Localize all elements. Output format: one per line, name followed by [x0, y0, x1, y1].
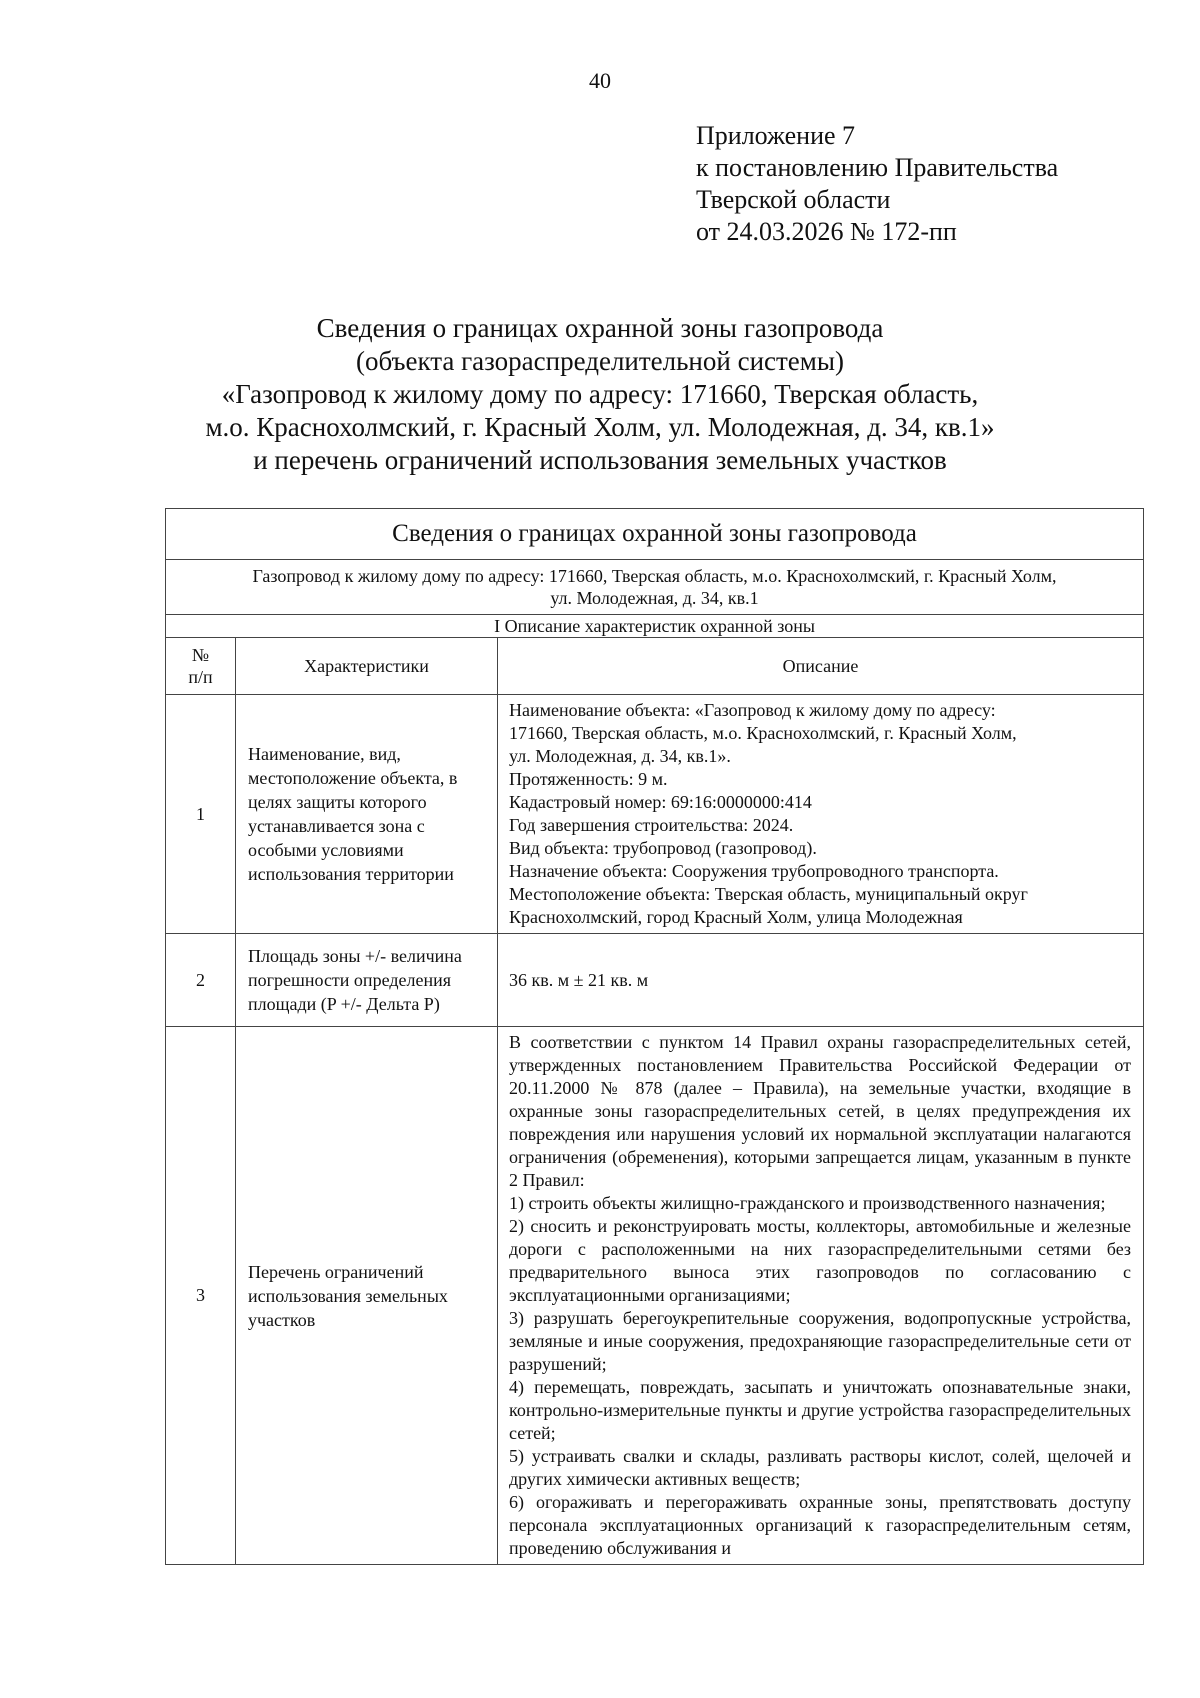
section-title: I Описание характеристик охранной зоны	[166, 615, 1144, 638]
col-header-description: Описание	[498, 638, 1144, 695]
row-number: 1	[166, 695, 236, 934]
row-description: 36 кв. м ± 21 кв. м	[498, 934, 1144, 1027]
description-paragraph: 2) сносить и реконструировать мосты, коллекторы, автомобильные и железные дороги с расположенными на них газораспределительными сетями без предварительного выноса этих газопроводов по согласованию с эксплуатационными организациями;	[509, 1216, 1132, 1305]
object-address	[166, 560, 1144, 615]
appendix-line: от 24.03.2026 № 172-пп	[696, 217, 957, 246]
row-characteristic: Перечень ограничений использования земельных участков	[236, 1027, 498, 1565]
row-description	[498, 1027, 1144, 1565]
description-paragraph: 4) перемещать, повреждать, засыпать и уничтожать опознавательные знаки, контрольно-измерительные пункты и другие устройства газораспределительных сетей;	[509, 1377, 1132, 1443]
table-header-row	[166, 638, 1144, 695]
description-paragraph: В соответствии с пунктом 14 Правил охраны газораспределительных сетей, утвержденных постановлением Правительства Российской Федерации от 20.11.2000 № 878 (далее – Правила), на земельные участки, входящие в охранные зоны газораспределительных сетей, в целях предупреждения их повреждения или нарушения условий их нормальной эксплуатации налагаются ограничения (обременения), которыми запрещается лицам, указанным в пункте 2 Правил:	[509, 1032, 1132, 1190]
description-line: Краснохолмский, город Красный Холм, улица Молодежная	[509, 907, 963, 927]
row-characteristic: Площадь зоны +/- величина погрешности определения площади (P +/- Дельта P)	[236, 934, 498, 1027]
col-header-number	[166, 638, 236, 695]
description-paragraph: 1) строить объекты жилищно-гражданского и производственного назначения;	[509, 1193, 1106, 1213]
appendix-line: к постановлению Правительства	[696, 153, 1059, 182]
appendix-line: Тверской области	[696, 185, 891, 214]
description-paragraph: 3) разрушать берегоукрепительные сооружения, водопропускные устройства, земляные и иные сооружения, предохраняющие газораспределительные сети от разрушений;	[509, 1308, 1132, 1374]
description-line: Назначение объекта: Сооружения трубопроводного транспорта.	[509, 861, 999, 881]
description-paragraph: 6) огораживать и перегораживать охранные зоны, препятствовать доступу персонала эксплуатационных организаций к газораспределительным сетям, проведению обслуживания и	[509, 1492, 1132, 1558]
title-line: Сведения о границах охранной зоны газопровода	[316, 313, 884, 343]
object-address-line: ул. Молодежная, д. 34, кв.1	[550, 588, 759, 608]
title-line: м.о. Краснохолмский, г. Красный Холм, ул. Молодежная, д. 34, кв.1»	[205, 412, 995, 442]
description-paragraph: 5) устраивать свалки и склады, разливать растворы кислот, солей, щелочей и других химически активных веществ;	[509, 1446, 1132, 1489]
description-line: Наименование объекта: «Газопровод к жилому дому по адресу:	[509, 700, 996, 720]
description-line: Кадастровый номер: 69:16:0000000:414	[509, 792, 812, 812]
col-header-number-line: п/п	[188, 667, 213, 687]
description-line: 171660, Тверская область, м.о. Краснохолмский, г. Красный Холм,	[509, 723, 1017, 743]
title-line: и перечень ограничений использования земельных участков	[253, 445, 947, 475]
row-description	[498, 695, 1144, 934]
col-header-number-line: №	[191, 645, 210, 665]
col-header-characteristics: Характеристики	[236, 638, 498, 695]
table-row	[166, 695, 1144, 934]
row-number: 3	[166, 1027, 236, 1565]
title-line: (объекта газораспределительной системы)	[355, 346, 845, 376]
description-line: Протяженность: 9 м.	[509, 769, 668, 789]
description-line: Вид объекта: трубопровод (газопровод).	[509, 838, 817, 858]
page-number: 40	[589, 68, 611, 93]
appendix-block	[696, 120, 1058, 248]
table-heading: Сведения о границах охранной зоны газопровода	[166, 509, 1144, 560]
description-line: Местоположение объекта: Тверская область, муниципальный округ	[509, 884, 1028, 904]
document-title	[150, 312, 1050, 477]
table-row	[166, 934, 1144, 1027]
object-address-line: Газопровод к жилому дому по адресу: 171660, Тверская область, м.о. Краснохолмский, г. Красный Холм,	[252, 566, 1057, 586]
table-row	[166, 1027, 1144, 1565]
title-line: «Газопровод к жилому дому по адресу: 171660, Тверская область,	[221, 379, 979, 409]
row-characteristic: Наименование, вид, местоположение объекта, в целях защиты которого устанавливается зона с особыми условиями использования территории	[236, 695, 498, 934]
description-line: ул. Молодежная, д. 34, кв.1».	[509, 746, 731, 766]
row-number: 2	[166, 934, 236, 1027]
zone-table	[165, 508, 1144, 1565]
description-line: Год завершения строительства: 2024.	[509, 815, 794, 835]
appendix-line: Приложение 7	[696, 121, 856, 150]
